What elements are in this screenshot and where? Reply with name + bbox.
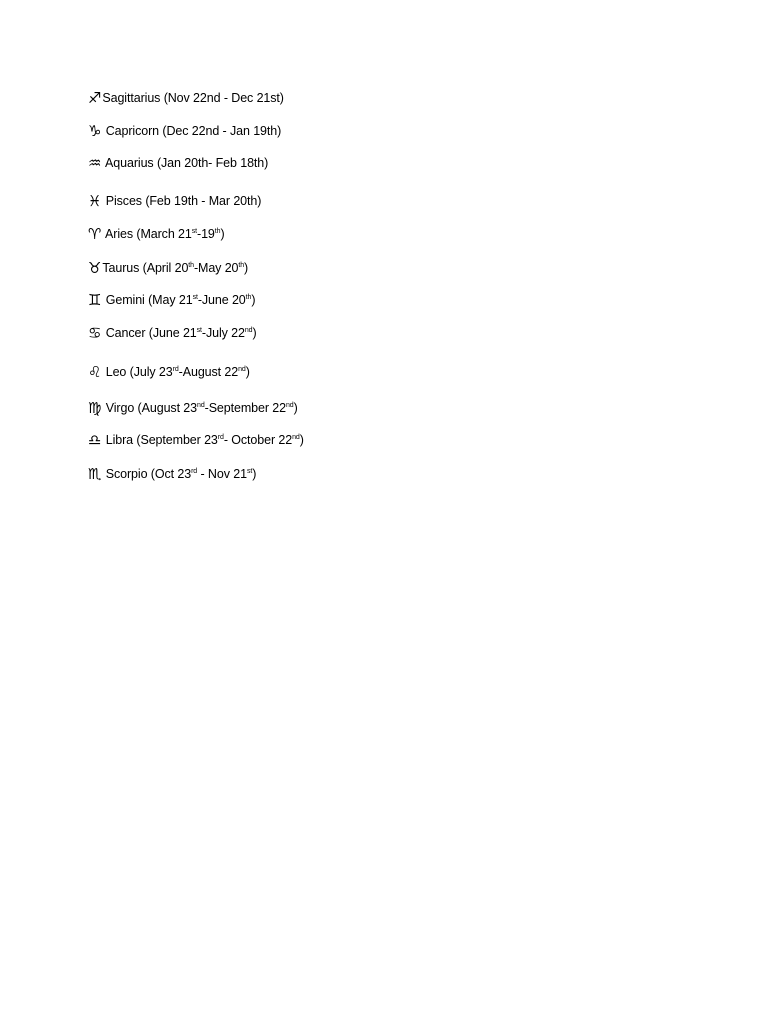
ordinal-suffix: st: [191, 228, 198, 235]
ordinal-suffix: th: [214, 228, 221, 235]
sign-text: ): [252, 326, 257, 340]
aries-icon: ♈: [88, 225, 102, 243]
cancer-icon: ♋: [88, 324, 102, 342]
sign-text: ): [252, 467, 257, 481]
ordinal-suffix: nd: [238, 366, 246, 373]
sign-row-cancer: [88, 325, 257, 341]
sign-text: - October 22: [223, 433, 293, 447]
sign-text: ): [244, 261, 249, 275]
ordinal-suffix: th: [238, 262, 245, 269]
aquarius-icon: ♒: [88, 154, 102, 172]
taurus-icon: ♉: [88, 259, 102, 277]
sign-text: Cancer (June 21: [102, 326, 197, 340]
sign-row-aquarius: [88, 155, 268, 171]
ordinal-suffix: rd: [217, 434, 224, 441]
ordinal-suffix: nd: [286, 402, 294, 409]
sign-text: - Nov 21: [197, 467, 247, 481]
sign-text: -July 22: [201, 326, 245, 340]
sign-row-pisces: [88, 193, 261, 209]
sign-row-capricorn: [88, 123, 281, 139]
ordinal-suffix: st: [196, 327, 202, 334]
sign-text: -June 20: [197, 293, 246, 307]
sign-text: Sagittarius (Nov 22nd - Dec 21st): [102, 91, 284, 105]
sign-row-aries: [88, 226, 225, 242]
ordinal-suffix: rd: [172, 366, 179, 373]
sign-row-sagittarius: [88, 90, 284, 106]
sign-text: Taurus (April 20: [102, 261, 189, 275]
gemini-icon: ♊: [88, 291, 102, 309]
sign-row-leo: [88, 364, 250, 380]
ordinal-suffix: nd: [292, 434, 300, 441]
sign-text: Gemini (May 21: [102, 293, 193, 307]
sign-text: Leo (July 23: [102, 365, 173, 379]
ordinal-suffix: th: [188, 262, 194, 269]
sign-row-gemini: [88, 292, 255, 308]
sign-text: ): [251, 293, 256, 307]
sign-text: Aries (March 21: [102, 227, 192, 241]
scorpio-icon: ♏: [88, 465, 102, 483]
sign-text: -19: [197, 227, 215, 241]
capricorn-icon: ♑: [88, 122, 102, 140]
ordinal-suffix: nd: [197, 402, 205, 409]
sign-text: -May 20: [193, 261, 239, 275]
pisces-icon: ♓: [88, 192, 102, 210]
libra-icon: ♎: [88, 431, 102, 449]
sign-text: Scorpio (Oct 23: [102, 467, 192, 481]
sign-text: -August 22: [178, 365, 239, 379]
sign-text: Virgo (August 23: [102, 401, 198, 415]
sign-row-libra: [88, 432, 304, 448]
sagittarius-icon: ♐: [88, 89, 102, 107]
ordinal-suffix: st: [246, 468, 253, 475]
leo-icon: ♌: [88, 363, 102, 381]
sign-row-virgo: [88, 400, 298, 416]
sign-row-taurus: [88, 260, 248, 276]
sign-text: ): [220, 227, 225, 241]
ordinal-suffix: st: [192, 294, 198, 301]
sign-text: Libra (September 23: [102, 433, 218, 447]
sign-text: Capricorn (Dec 22nd - Jan 19th): [102, 124, 282, 138]
ordinal-suffix: th: [245, 294, 252, 301]
sign-text: ): [299, 433, 304, 447]
sign-text: ): [245, 365, 250, 379]
sign-text: ): [293, 401, 298, 415]
sign-row-scorpio: [88, 466, 256, 482]
ordinal-suffix: rd: [191, 468, 198, 475]
sign-text: -September 22: [204, 401, 287, 415]
sign-text: Pisces (Feb 19th - Mar 20th): [102, 194, 262, 208]
ordinal-suffix: nd: [244, 327, 253, 334]
virgo-icon: ♍: [88, 399, 102, 417]
sign-text: Aquarius (Jan 20th- Feb 18th): [102, 156, 269, 170]
